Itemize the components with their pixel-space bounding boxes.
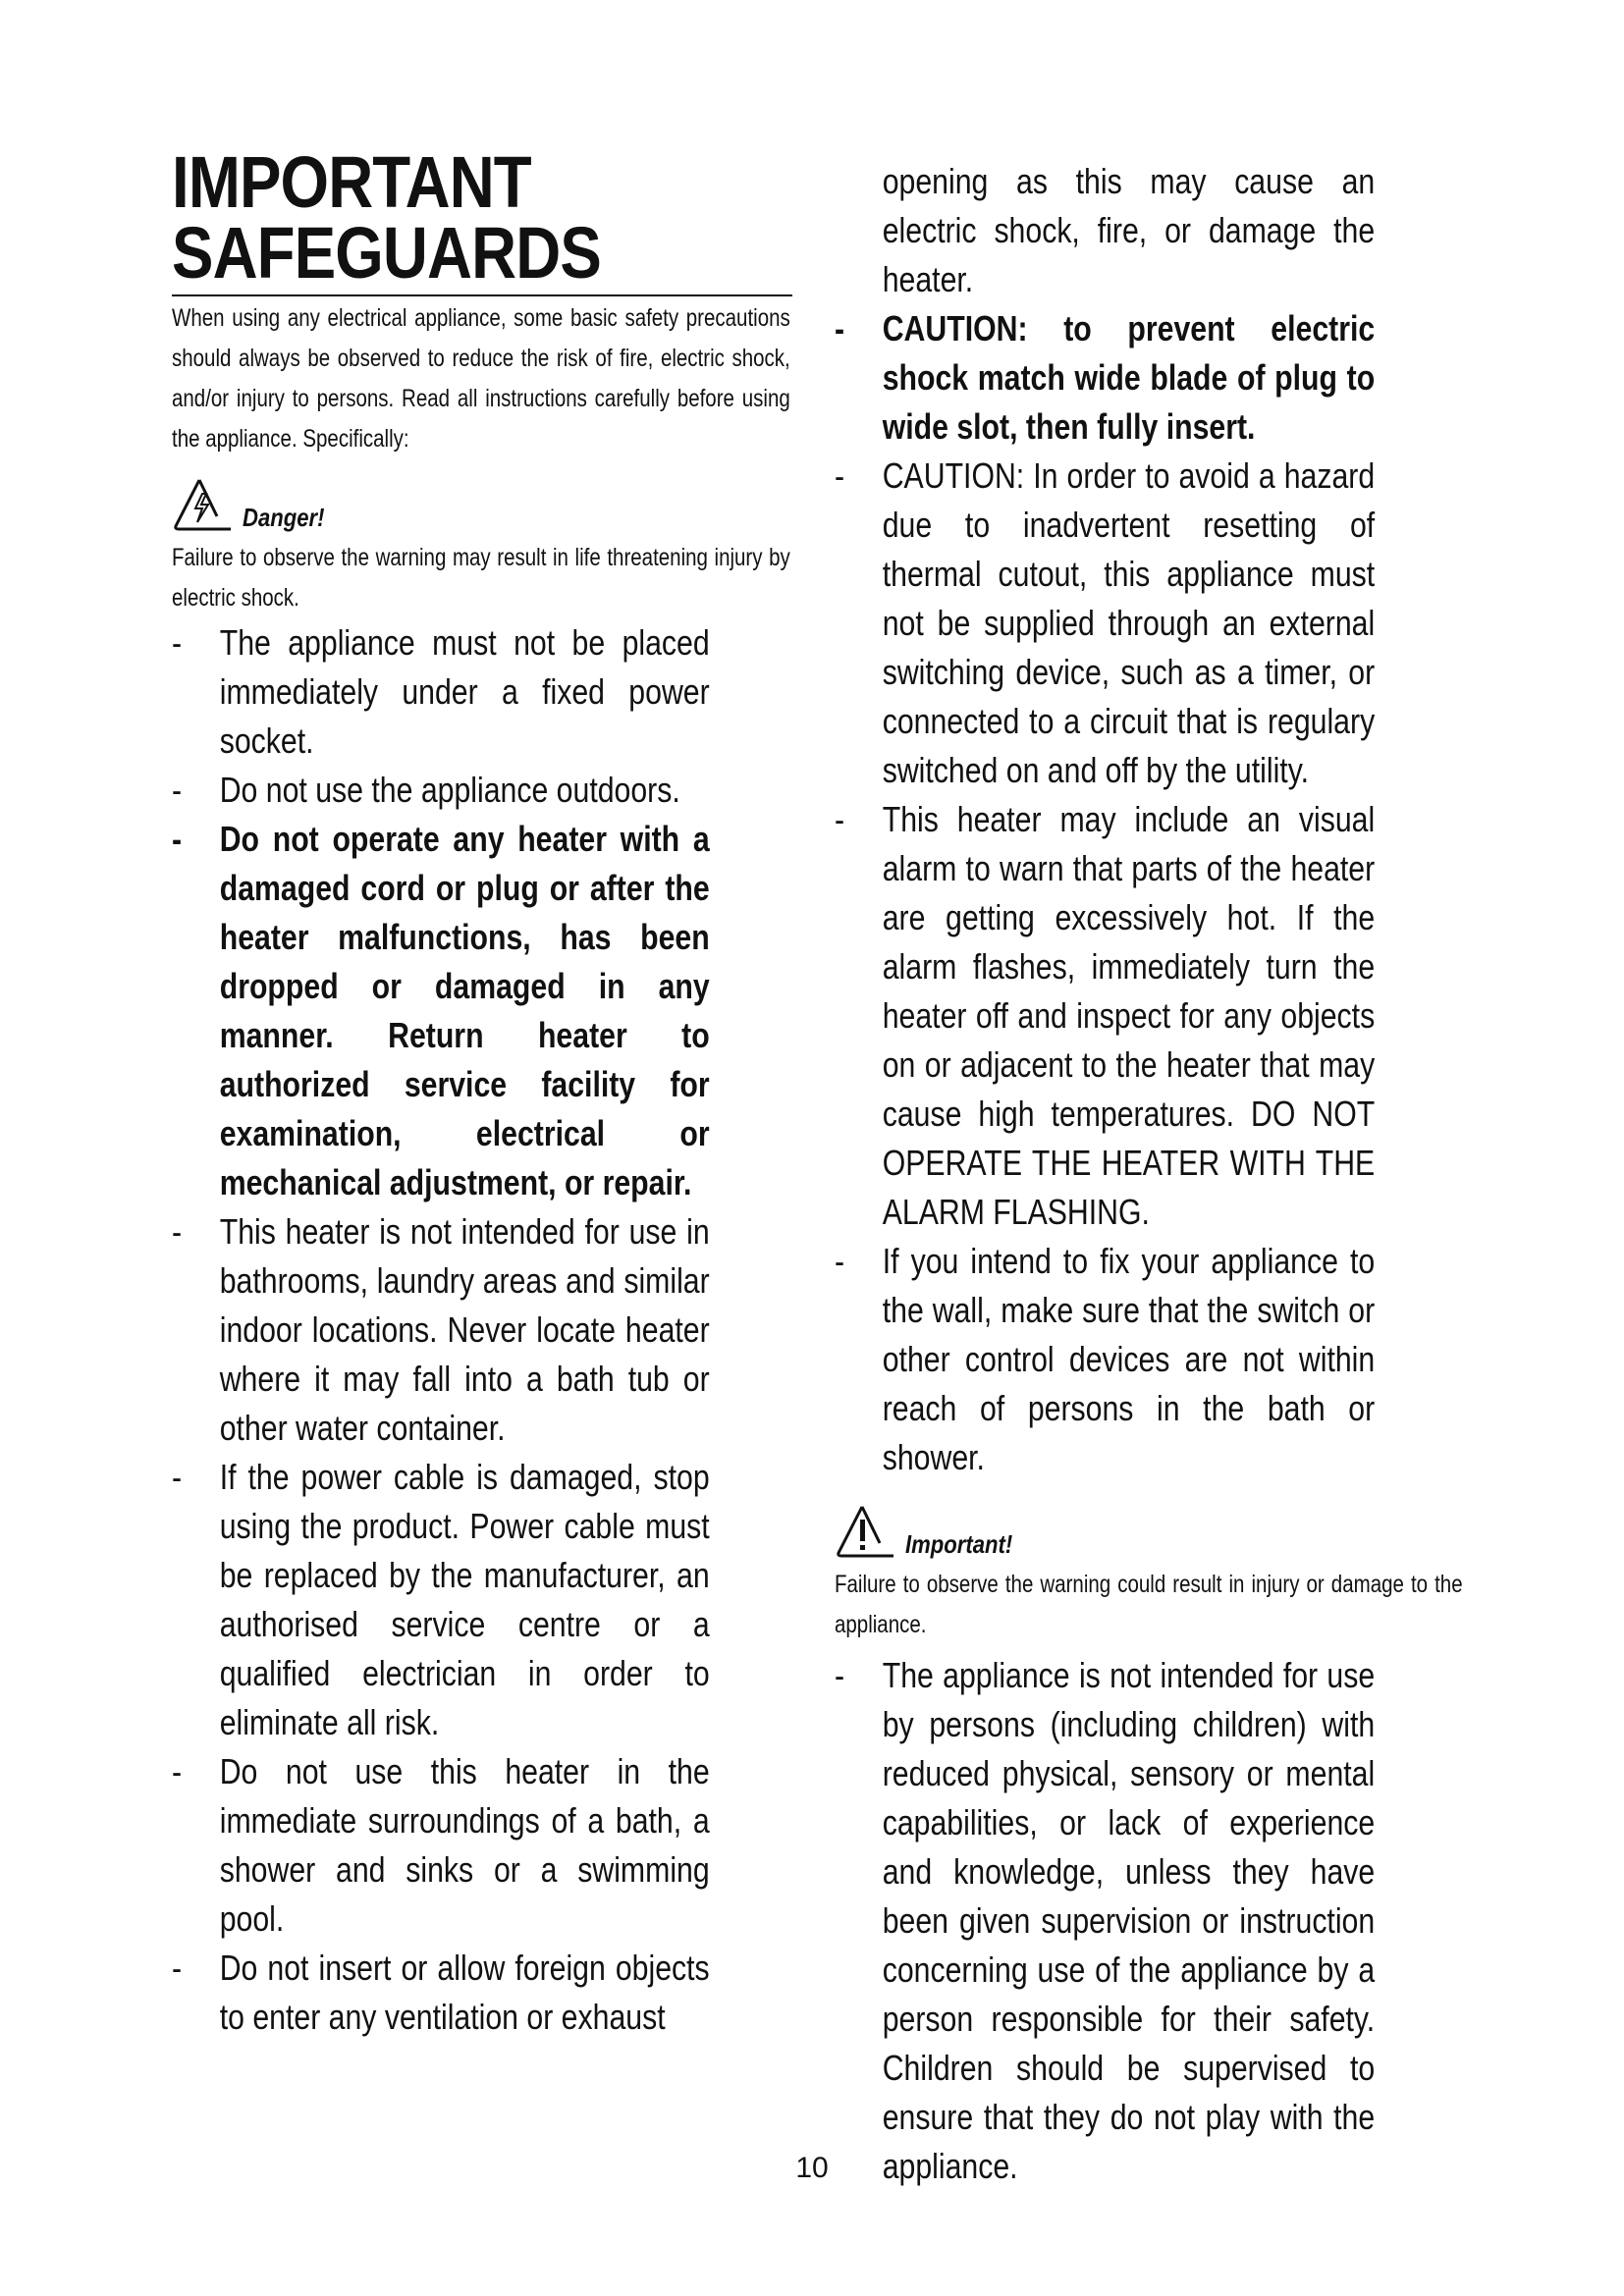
list-item: - If you intend to fix your appliance to the wall, make sure that the switch or other control devices are not within reach of persons in the bath or shower.: [835, 1241, 1376, 1477]
danger-label: Danger!: [243, 503, 325, 532]
electric-warning-icon: [172, 477, 241, 532]
page-number: 10: [795, 2152, 829, 2184]
list-item: - If the power cable is damaged, stop using the product. Power cable must be replaced by the manufacturer, an authorised service centre or a qualified electrician in order to eliminate all risk.: [172, 1457, 710, 1742]
important-heading: [835, 1504, 1463, 1559]
title-line-1: IMPORTANT: [172, 141, 531, 223]
title-line-2: SAFEGUARDS: [172, 212, 601, 294]
list-item: - CAUTION: In order to avoid a hazard due to inadvertent resetting of thermal cutout, this appliance must not be supplied through an external switching device, such as a timer, or connected to a circuit that is regulary switched on and off by the utility.: [835, 455, 1376, 790]
list-item: - This heater may include an visual alarm to warn that parts of the heater are getting excessively hot. If the alarm flashes, immediately turn the heater off and inspect for any objects on or adjacent to the heater that may cause high temperatures. DO NOT OPERATE THE HEATER WITH THE ALARM FLASHING.: [835, 799, 1376, 1232]
list-item: - The appliance must not be placed immediately under a fixed power socket.: [172, 622, 710, 761]
title-rule: [172, 294, 792, 296]
list-item: - Do not use this heater in the immediate surroundings of a bath, a shower and sinks or a swimming pool.: [172, 1751, 710, 1939]
right-safety-list: [835, 157, 1463, 1482]
danger-text: Failure to observe the warning may result in life threatening injury by electric shock.: [172, 544, 790, 612]
list-item: - Do not operate any heater with a damaged cord or plug or after the heater malfunctions, has been dropped or damaged in any manner. Return heater to authorized service facility for examination, electrical or mechanical adjustment, or repair.: [172, 819, 710, 1202]
exclamation-warning-icon: [835, 1504, 903, 1559]
left-column: [172, 141, 810, 2042]
important-label: Important!: [905, 1529, 1013, 1559]
list-item: - CAUTION: to prevent electric shock match wide blade of plug to wide slot, then fully insert.: [835, 308, 1376, 447]
intro-paragraph: When using any electrical appliance, some basic safety precautions should always be observed to reduce the risk of fire, electric shock, and/or injury to persons. Read all instructions carefully before using the appliance. Specifically:: [172, 304, 790, 453]
list-item-continuation: opening as this may cause an electric shock, fire, or damage the heater.: [882, 161, 1376, 299]
important-text: Failure to observe the warning could result in injury or damage to the appliance.: [835, 1571, 1463, 1638]
list-item: - Do not insert or allow foreign objects to enter any ventilation or exhaust: [172, 1948, 710, 2037]
right-column: [835, 157, 1463, 2191]
right-safety-list-2: [835, 1651, 1463, 2191]
list-item: - This heater is not intended for use in bathrooms, laundry areas and similar indoor locations. Never locate heater where it may fall into a bath tub or other water container.: [172, 1211, 710, 1448]
left-safety-list: [172, 618, 810, 2042]
list-item: - The appliance is not intended for use by persons (including children) with reduced physical, sensory or mental capabilities, or lack of experience and knowledge, unless they have been given supervision or instruction concerning use of the appliance by a person responsible for their safety. Children should be supervised to ensure that they do not play with the appliance.: [835, 1655, 1376, 2186]
danger-heading: [172, 477, 810, 532]
list-item: - Do not use the appliance outdoors.: [172, 770, 680, 810]
page-title: [172, 141, 814, 294]
